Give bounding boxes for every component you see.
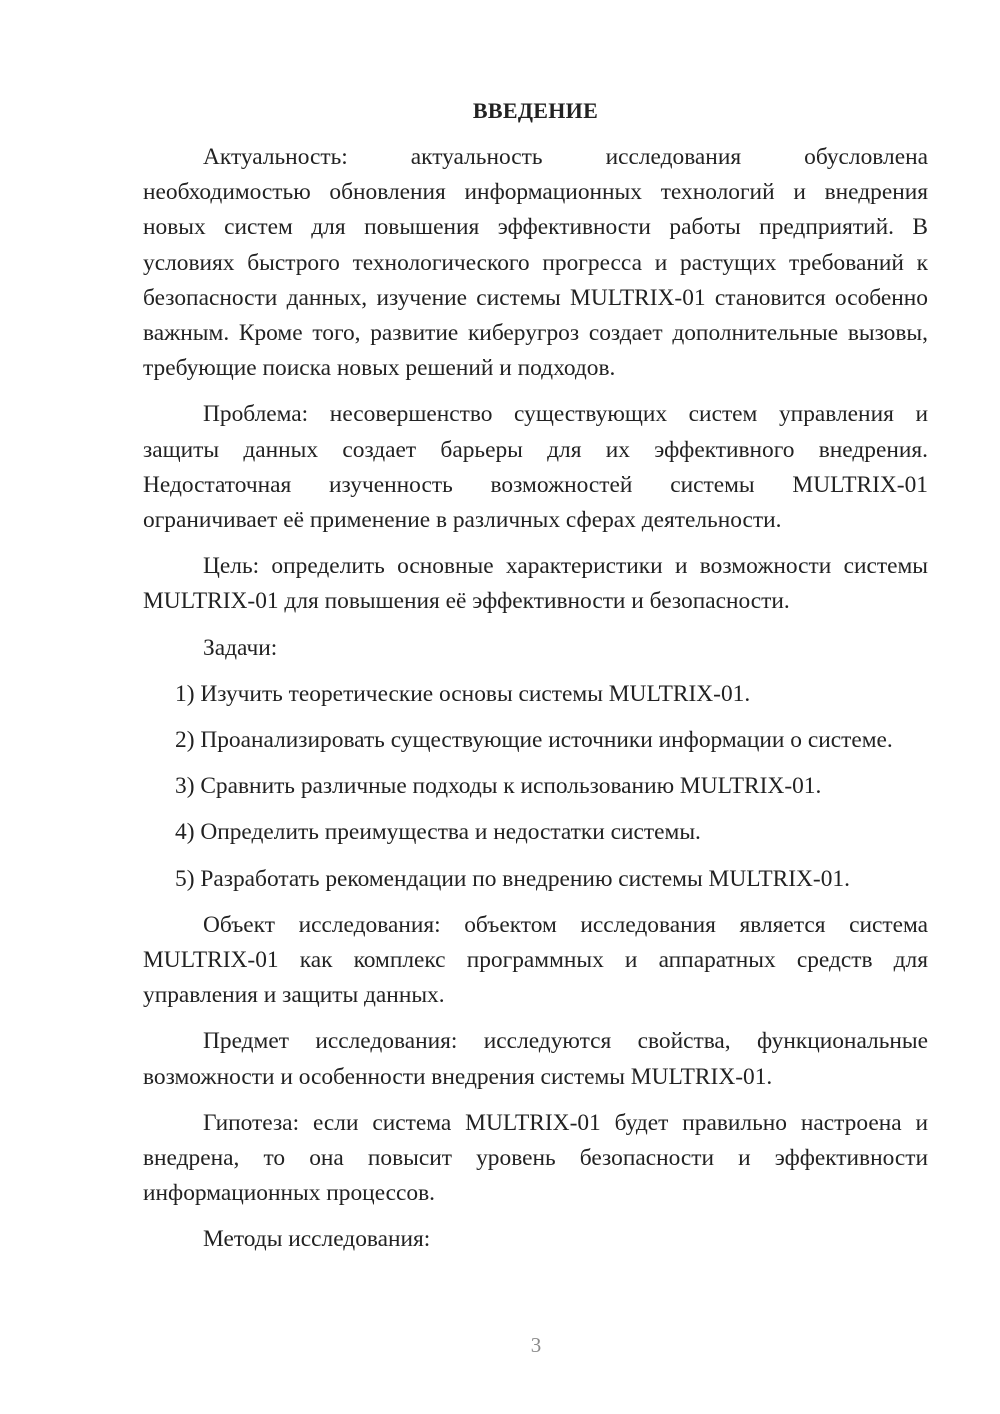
paragraph-object: Объект исследования: объектом исследования является система MULTRIX-01 как комплекс программных и аппаратных средств для управления и защиты данных. [143, 911, 928, 1009]
tasks-label: Задачи: [203, 634, 278, 661]
paragraph-hypothesis: Гипотеза: если система MULTRIX-01 будет правильно настроена и внедрена, то она повысит уровень безопасности и эффективности информационных процессов. [143, 1109, 928, 1207]
task-item-4: 4) Определить преимущества и недостатки системы. [175, 819, 701, 846]
task-item-5: 5) Разработать рекомендации по внедрению системы MULTRIX-01. [175, 865, 850, 892]
task-item-2: 2) Проанализировать существующие источники информации о системе. [175, 727, 893, 754]
methods-label: Методы исследования: [203, 1226, 431, 1253]
task-item-1: 1) Изучить теоретические основы системы MULTRIX-01. [175, 680, 751, 707]
paragraph-problem: Проблема: несовершенство существующих систем управления и защиты данных создает барьеры для их эффективного внедрения. Недостаточная изученность возможностей системы MULTRIX-01 ограничивает её применение в различных сферах деятельности. [143, 401, 928, 534]
task-item-3: 3) Сравнить различные подходы к использованию MULTRIX-01. [175, 773, 822, 800]
page-title: ВВЕДЕНИЕ [472, 98, 599, 123]
paragraph-subject: Предмет исследования: исследуются свойства, функциональные возможности и особенности внедрения системы MULTRIX-01. [143, 1028, 928, 1090]
paragraph-goal: Цель: определить основные характеристики и возможности системы MULTRIX-01 для повышения её эффективности и безопасности. [143, 553, 928, 615]
paragraph-relevance: Актуальность: актуальность исследования обусловлена необходимостью обновления информационных технологий и внедрения новых систем для повышения эффективности работы предприятий. В условиях быстрого технологического прогресса и растущих требований к безопасности данных, изучение системы MULTRIX-01 становится особенно важным. Кроме того, развитие киберугроз создает дополнительные вызовы, требующие поиска новых решений и подходов. [143, 144, 928, 382]
page-content [143, 96, 928, 1269]
page-number: 3 [530, 1333, 542, 1357]
